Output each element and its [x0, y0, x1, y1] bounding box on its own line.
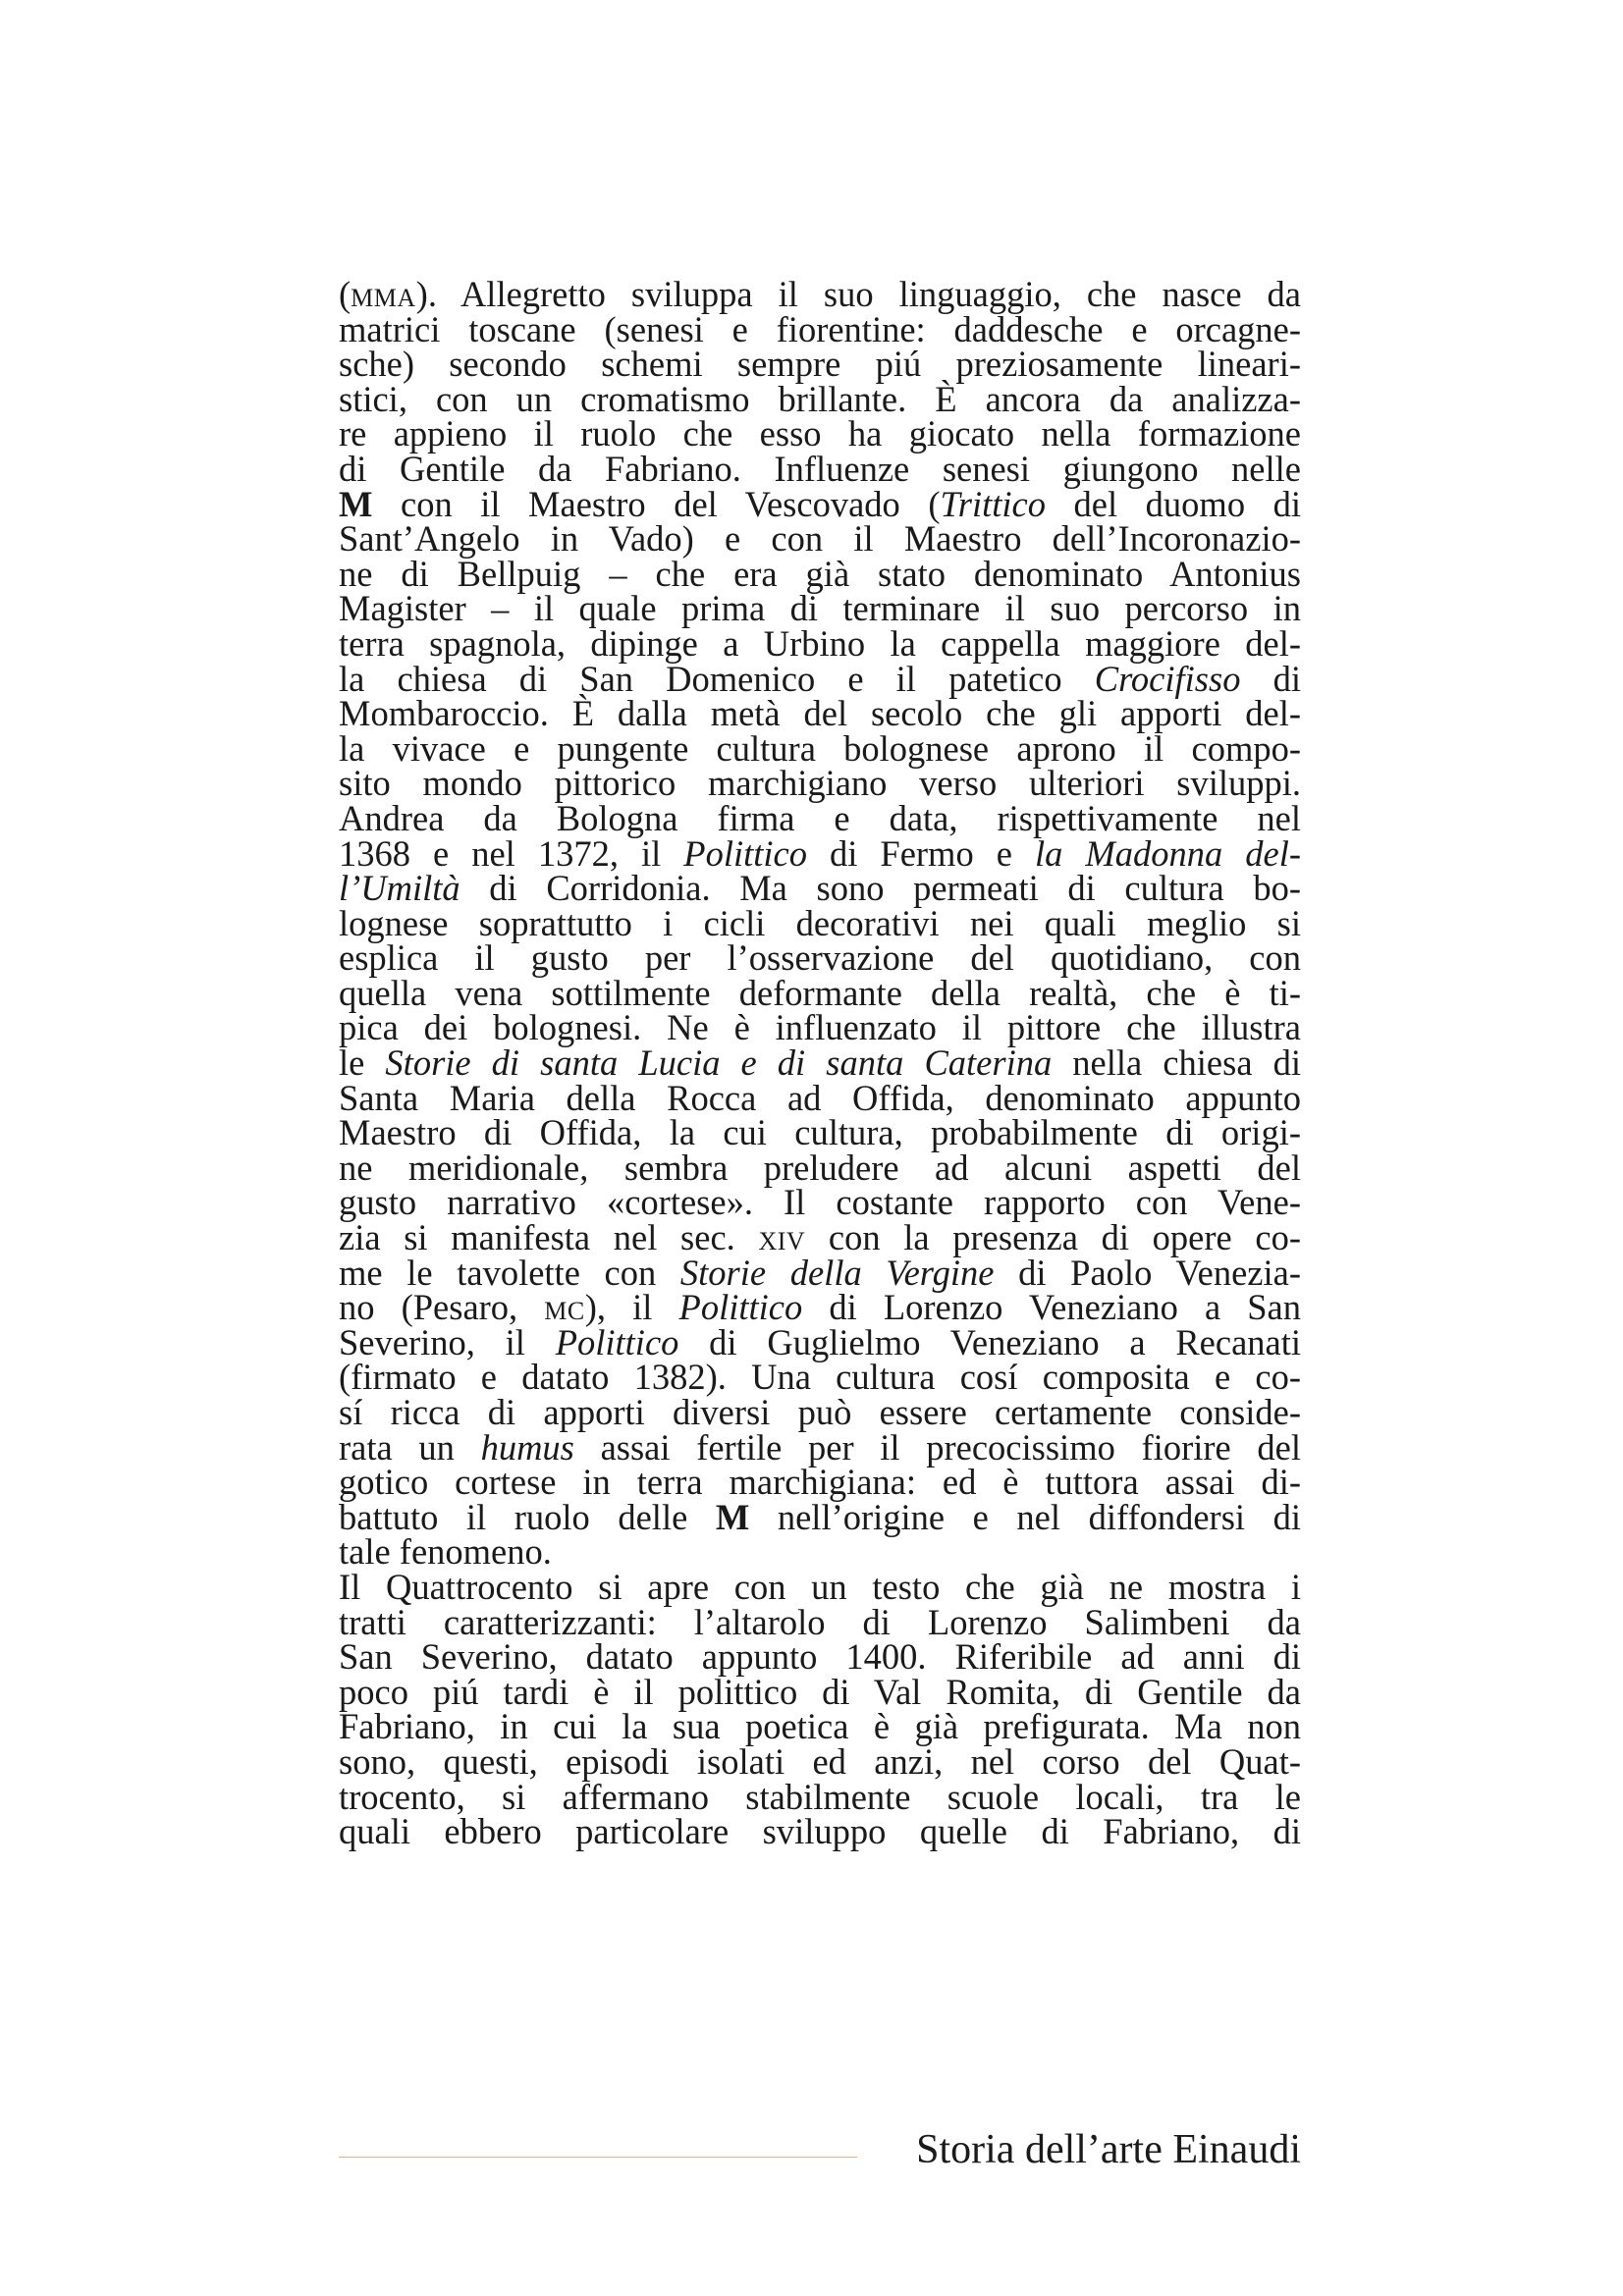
text-line — [339, 274, 1301, 314]
text-run: assai fertile per il precocissimo fiorire del — [573, 1426, 1301, 1468]
text-run: di Fermo e — [806, 832, 1035, 874]
text-line — [339, 1357, 1301, 1398]
text-run: sche) secondo schemi sempre piú preziosamente lineari- — [339, 344, 1301, 385]
text-run: ne meridionale, sembra preludere ad alcuni aspetti del — [339, 1147, 1301, 1188]
text-run: le — [339, 1042, 386, 1084]
text-run: quali ebbero particolare sviluppo quelle di Fabriano, di — [339, 1811, 1301, 1852]
text-run: la vivace e pungente cultura bolognese aprono il compo- — [339, 727, 1301, 769]
text-line — [339, 972, 1301, 1013]
footer-rule — [339, 2157, 857, 2158]
italic-title: Storie di santa Lucia e di santa Caterina — [385, 1042, 1053, 1084]
text-line — [339, 483, 1302, 524]
text-line — [339, 1042, 1301, 1084]
text-run: rata un — [339, 1426, 481, 1468]
text-run: nell’origine e nel diffondersi di — [749, 1496, 1301, 1537]
text-run: tale fenomeno. — [339, 1531, 552, 1573]
text-line — [339, 378, 1301, 419]
text-line — [339, 1601, 1301, 1642]
text-run: nella chiesa di — [1052, 1042, 1301, 1084]
text-line — [339, 622, 1301, 664]
text-run: ( — [339, 274, 352, 314]
text-run: 1368 e nel 1372, il — [339, 832, 684, 874]
text-run: la chiesa di San Domenico e il patetico — [339, 658, 1095, 699]
text-line — [339, 1077, 1301, 1118]
text-line — [339, 1706, 1301, 1747]
text-run: Magister – il quale prima di terminare il suo percorso in — [339, 588, 1301, 629]
text-line — [339, 1566, 1301, 1607]
italic-title: Polittico — [678, 1287, 803, 1328]
italic-title: Polittico — [555, 1321, 679, 1362]
text-run: quella vena sottilmente deformante della realtà, che è ti- — [339, 972, 1301, 1013]
text-line — [339, 413, 1301, 454]
text-line — [339, 1252, 1301, 1293]
italic-title: Polittico — [683, 832, 807, 874]
italic-title: Crocifisso — [1094, 658, 1241, 699]
italic-title: Storie della Vergine — [679, 1252, 995, 1293]
text-line — [339, 1147, 1301, 1188]
text-run: no (Pesaro, — [339, 1287, 545, 1328]
text-line — [339, 1217, 1301, 1258]
italic-title: Trittico — [940, 483, 1047, 524]
text-run: terra spagnola, dipinge a Urbino la cappella maggiore del- — [339, 622, 1301, 664]
text-run: (firmato e datato 1382). Una cultura cosí composita e co- — [339, 1357, 1301, 1398]
text-line — [339, 344, 1301, 385]
text-line — [339, 763, 1301, 804]
bold-abbrev: M — [339, 483, 373, 524]
text-run: gusto narrativo «cortese». Il costante rapporto con Vene- — [339, 1182, 1301, 1223]
italic-title: humus — [480, 1426, 574, 1468]
text-run: sono, questi, episodi isolati ed anzi, nel corso del Quat- — [339, 1740, 1301, 1782]
text-line — [339, 553, 1301, 594]
text-run: Il Quattrocento si apre con un testo che già ne mostra i — [339, 1566, 1301, 1607]
text-line — [339, 448, 1301, 489]
text-line — [339, 588, 1301, 629]
italic-title: la Madonna del- — [1034, 832, 1302, 874]
text-line — [339, 1740, 1301, 1782]
text-line — [339, 1007, 1301, 1048]
text-run: stici, con un cromatismo brillante. È ancora da analizza- — [339, 378, 1301, 419]
text-run: poco piú tardi è il polittico di Val Romita, di Gentile da — [339, 1671, 1301, 1712]
text-run: Severino, il — [339, 1321, 556, 1362]
text-run: di Paolo Venezia- — [994, 1252, 1301, 1293]
text-line — [339, 658, 1301, 699]
small-caps-abbrev: xiv — [758, 1217, 806, 1258]
text-run: ne di Bellpuig – che era già stato denominato Antonius — [339, 553, 1301, 594]
text-line — [339, 693, 1301, 734]
bold-abbrev: M — [715, 1496, 750, 1537]
footer-title: Storia dell’arte Einaudi — [916, 2127, 1301, 2172]
text-line — [339, 1287, 1302, 1328]
text-run: con il Maestro del Vescovado ( — [372, 483, 941, 524]
text-line — [339, 832, 1302, 874]
text-line — [339, 1636, 1301, 1678]
text-line — [339, 868, 1301, 909]
text-line — [339, 797, 1301, 838]
text-run: ). Allegretto sviluppa il suo linguaggio, che nasce da — [415, 274, 1301, 314]
small-caps-abbrev: mma — [351, 274, 416, 314]
text-run: zia si manifesta nel sec. — [339, 1217, 759, 1258]
text-line — [339, 1321, 1301, 1362]
text-run: matrici toscane (senesi e fiorentine: daddesche e orcagne- — [339, 308, 1301, 349]
text-line — [339, 937, 1301, 979]
text-run: di Lorenzo Veneziano a San — [802, 1287, 1302, 1328]
text-run: San Severino, datato appunto 1400. Riferibile ad anni di — [339, 1636, 1301, 1678]
text-line — [339, 1426, 1301, 1468]
text-run: sí ricca di apporti diversi può essere certamente conside- — [339, 1392, 1301, 1432]
text-run: Sant’Angelo in Vado) e con il Maestro dell’Incoronazio- — [339, 518, 1301, 560]
text-line — [339, 1392, 1301, 1432]
text-run: di — [1240, 658, 1301, 699]
italic-title: l’Umiltà — [339, 868, 460, 909]
text-run: di Gentile da Fabriano. Influenze senesi giungono nelle — [339, 448, 1301, 489]
small-caps-abbrev: mc — [544, 1287, 585, 1328]
text-line — [339, 1531, 1301, 1573]
text-run: trocento, si affermano stabilmente scuole locali, tra le — [339, 1776, 1301, 1817]
text-run: battuto il ruolo delle — [339, 1496, 716, 1537]
text-line — [339, 1671, 1301, 1712]
text-run: Santa Maria della Rocca ad Offida, denominato appunto — [339, 1077, 1301, 1118]
text-line — [339, 1182, 1301, 1223]
text-run: esplica il gusto per l’osservazione del quotidiano, con — [339, 937, 1301, 979]
text-run: Mombaroccio. È dalla metà del secolo che gli apporti del- — [339, 693, 1301, 734]
text-line — [339, 308, 1301, 349]
text-line — [339, 1811, 1301, 1852]
text-line — [339, 1112, 1301, 1153]
text-run: Fabriano, in cui la sua poetica è già prefigurata. Ma non — [339, 1706, 1301, 1747]
text-run: pica dei bolognesi. Ne è influenzato il pittore che illustra — [339, 1007, 1301, 1048]
text-line — [339, 1496, 1301, 1537]
text-run: tratti caratterizzanti: l’altarolo di Lorenzo Salimbeni da — [339, 1601, 1301, 1642]
text-run: me le tavolette con — [339, 1252, 680, 1293]
body-text — [339, 274, 1302, 1852]
text-run: con la presenza di opere co- — [805, 1217, 1301, 1258]
text-line — [339, 1776, 1301, 1817]
text-run: del duomo di — [1046, 483, 1302, 524]
text-run: Maestro di Offida, la cui cultura, probabilmente di origi- — [339, 1112, 1301, 1153]
text-run: sito mondo pittorico marchigiano verso ulteriori sviluppi. — [339, 763, 1301, 804]
text-run: lognese soprattutto i cicli decorativi nei quali meglio si — [339, 902, 1301, 943]
text-line — [339, 1462, 1301, 1503]
text-line — [339, 518, 1301, 560]
text-run: gotico cortese in terra marchigiana: ed è tuttora assai di- — [339, 1462, 1301, 1503]
text-run: re appieno il ruolo che esso ha giocato nella formazione — [339, 413, 1301, 454]
text-line — [339, 902, 1301, 943]
text-line — [339, 727, 1301, 769]
text-run: ), il — [584, 1287, 679, 1328]
text-run: di Corridonia. Ma sono permeati di cultura bo- — [460, 868, 1301, 909]
text-run: Andrea da Bologna firma e data, rispettivamente nel — [339, 797, 1301, 838]
text-run: di Guglielmo Veneziano a Recanati — [678, 1321, 1301, 1362]
